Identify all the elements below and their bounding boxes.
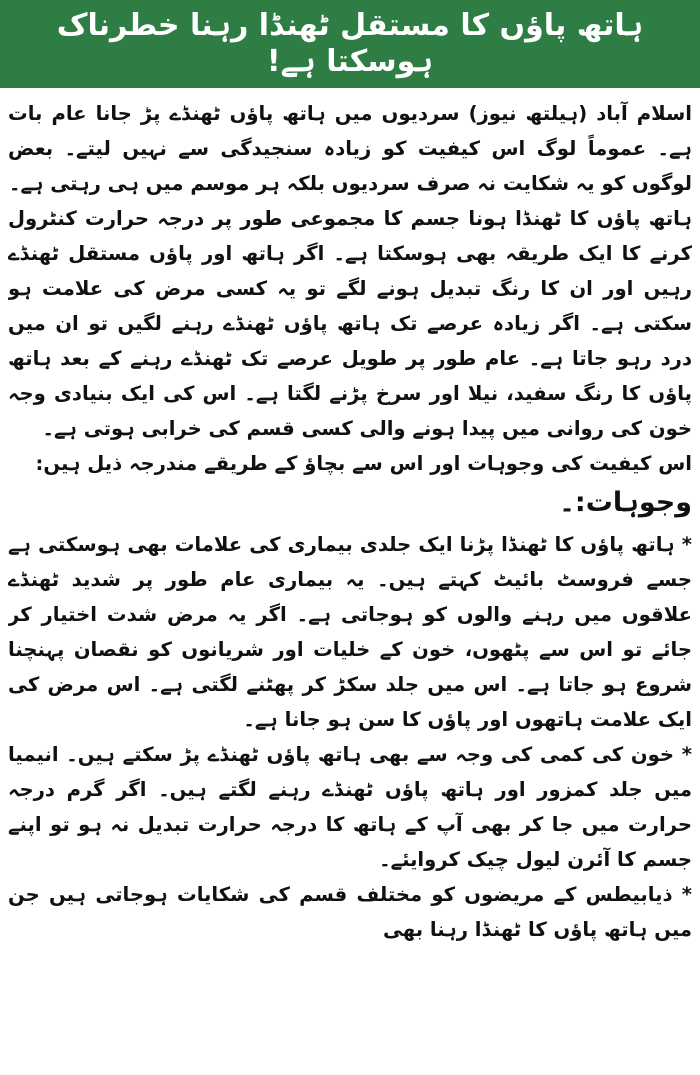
article-body xyxy=(8,96,692,1071)
cause-paragraph-3: * ذیابیطس کے مریضوں کو مختلف قسم کی شکایات ہوجاتی ہیں جن میں ہاتھ پاؤں کا ٹھنڈا رہنا بھی xyxy=(8,883,692,941)
cause-paragraph-1: * ہاتھ پاؤں کا ٹھنڈا پڑنا ایک جلدی بیماری کی علامات بھی ہوسکتی ہے جسے فروسٹ بائیٹ کہتے ہیں۔ یہ بیماری عام طور پر شدید ٹھنڈے علاقوں میں رہنے والوں کو ہوجاتی ہے۔ اگر یہ مرض شدت اختیار کر جائے تو اس سے پٹھوں، خون کے خلیات اور شریانوں کو نقصان پہنچنا شروع ہو جاتا ہے۔ اس میں جلد سکڑ کر پھٹنے لگتی ہے۔ اس مرض کی ایک علامت ہاتھوں اور پاؤں کا سن ہو جانا ہے۔ xyxy=(8,533,692,731)
article-header xyxy=(0,0,700,88)
intro-paragraph-3: اس کیفیت کی وجوہات اور اس سے بچاؤ کے طریقے مندرجہ ذیل ہیں: xyxy=(35,452,692,475)
causes-heading: وجوہات:۔ xyxy=(559,487,692,518)
article-title: ہاتھ پاؤں کا مستقل ٹھنڈا رہنا خطرناک ہوسکتا ہے! xyxy=(56,8,644,79)
cause-paragraph-2: * خون کی کمی کی وجہ سے بھی ہاتھ پاؤں ٹھنڈے پڑ سکتے ہیں۔ انیمیا میں جلد کمزور اور ہاتھ پاؤں ٹھنڈے رہنے لگتے ہیں۔ اگر گرم درجہ حرارت میں جا کر بھی آپ کے ہاتھ کا درجہ حرارت تبدیل نہ ہو تو اپنے جسم کا آئرن لیول چیک کروایئے۔ xyxy=(8,743,692,871)
intro-paragraph-1: اسلام آباد (ہیلتھ نیوز) سردیوں میں ہاتھ پاؤں ٹھنڈے پڑ جانا عام بات ہے۔ عموماً لوگ اس کیفیت کو زیادہ سنجیدگی سے نہیں لیتے۔ بعض لوگوں کو یہ شکایت نہ صرف سردیوں بلکہ ہر موسم میں ہی رہتی ہے۔ xyxy=(8,102,692,195)
intro-paragraph-2: ہاتھ پاؤں کا ٹھنڈا ہونا جسم کا مجموعی طور پر درجہ حرارت کنٹرول کرنے کا ایک طریقہ بھی ہوسکتا ہے۔ اگر ہاتھ اور پاؤں مستقل ٹھنڈے رہیں اور ان کا رنگ تبدیل ہونے لگے تو یہ کسی مرض کی علامت ہو سکتی ہے۔ اگر زیادہ عرصے تک ہاتھ پاؤں ٹھنڈے رہنے لگیں تو ان میں درد رہو جاتا ہے۔ عام طور پر طویل عرصے تک ٹھنڈے رہنے کے بعد ہاتھ پاؤں کا رنگ سفید، نیلا اور سرخ پڑنے لگتا ہے۔ اس کی ایک بنیادی وجہ خون کی روانی میں پیدا ہونے والی کسی قسم کی خرابی ہوتی ہے۔ xyxy=(8,207,692,440)
